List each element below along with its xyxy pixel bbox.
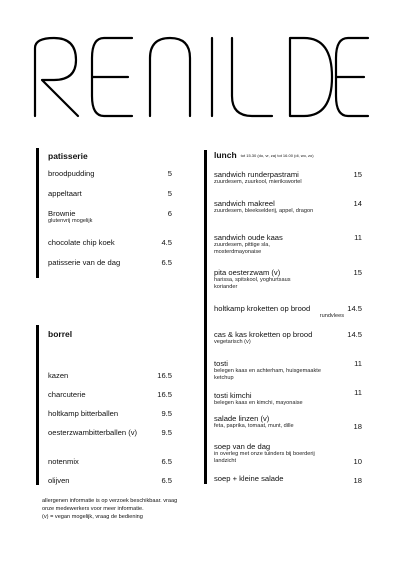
item-price: 9.5 (161, 409, 172, 418)
lunch-title (214, 150, 314, 160)
list-item: tosti kimchi belegen kaas en kimchi, mayonaise (214, 391, 303, 406)
list-item: soep + kleine salade (214, 474, 284, 483)
lunch-hours-note: tot 15.30 (do, vr, za) tot 16.00 (di, wo, zo) (240, 153, 314, 159)
lunch-title-text: lunch (214, 150, 237, 160)
item-price: 6 (167, 209, 172, 218)
item-price: 14.5 (347, 330, 362, 339)
list-item: holtkamp kroketten op brood rundvlees (214, 304, 344, 319)
item-price: 9.5 (161, 428, 172, 437)
list-item: soep van de dag in overleg met onze tuinders bij boerderij landzicht (214, 442, 315, 464)
item-price: 16.5 (157, 390, 172, 399)
list-item: patisserie van de dag (48, 258, 121, 267)
allergen-note: allergenen informatie is op verzoek beschikbaar. vraag onze medewerkers voor meer informatie. (42, 498, 178, 512)
list-item: holtkamp bitterballen (48, 409, 119, 418)
lunch-divider (204, 150, 207, 484)
list-item: salade linzen (v) feta, paprika, tomaat, munt, dille (214, 414, 294, 429)
list-item: Brownie glutenvrij mogelijk (48, 209, 93, 224)
list-item: sandwich runderpastrami zuurdesem, zuurkool, mierikswortel (214, 170, 302, 185)
item-price: 16.5 (157, 371, 172, 380)
item-price: 15 (353, 170, 362, 179)
list-item: notenmix (48, 457, 79, 466)
list-item: sandwich oude kaas zuurdesem, pittige sla, mosterdmayonaise (214, 233, 283, 255)
list-item: charcuterie (48, 390, 86, 399)
list-item: broodpudding (48, 169, 95, 178)
list-item: olijven (48, 476, 70, 485)
item-price: 6.5 (161, 476, 172, 485)
item-price: 14.5 (347, 304, 362, 313)
patisserie-title: patisserie (48, 151, 88, 161)
list-item: sandwich makreel zuurdesem, bleekselderij, appel, dragon (214, 199, 314, 214)
list-item: chocolate chip koek (48, 238, 115, 247)
item-price: 15 (353, 268, 362, 277)
patisserie-divider (36, 148, 39, 278)
footer-notes (42, 497, 182, 521)
item-price: 6.5 (161, 457, 172, 466)
item-price: 10 (353, 457, 362, 466)
list-item: pita oesterzwam (v) harissa, spitskool, yoghurtsaus koriander (214, 268, 291, 290)
list-item: cas & kas kroketten op brood vegetarisch (v) (214, 330, 313, 345)
item-price: 18 (353, 422, 362, 431)
item-price: 14 (353, 199, 362, 208)
item-price: 5 (167, 169, 172, 178)
list-item: appeltaart (48, 189, 82, 198)
item-price: 5 (167, 189, 172, 198)
item-price: 11 (354, 388, 362, 397)
item-price: 11 (354, 359, 362, 368)
vegan-note: (v) = vegan mogelijk, vraag de bediening (42, 514, 143, 520)
item-price: 18 (353, 476, 362, 485)
item-price: 11 (354, 233, 362, 242)
item-price: 4.5 (161, 238, 172, 247)
borrel-divider (36, 325, 39, 485)
list-item: kazen (48, 371, 69, 380)
brand-logo (32, 36, 370, 118)
list-item: tosti belegen kaas en achterham, huisgemaakte ketchup (214, 359, 321, 381)
borrel-title: borrel (48, 329, 73, 339)
list-item: oesterzwambitterballen (v) (48, 428, 138, 437)
item-price: 6.5 (161, 258, 172, 267)
